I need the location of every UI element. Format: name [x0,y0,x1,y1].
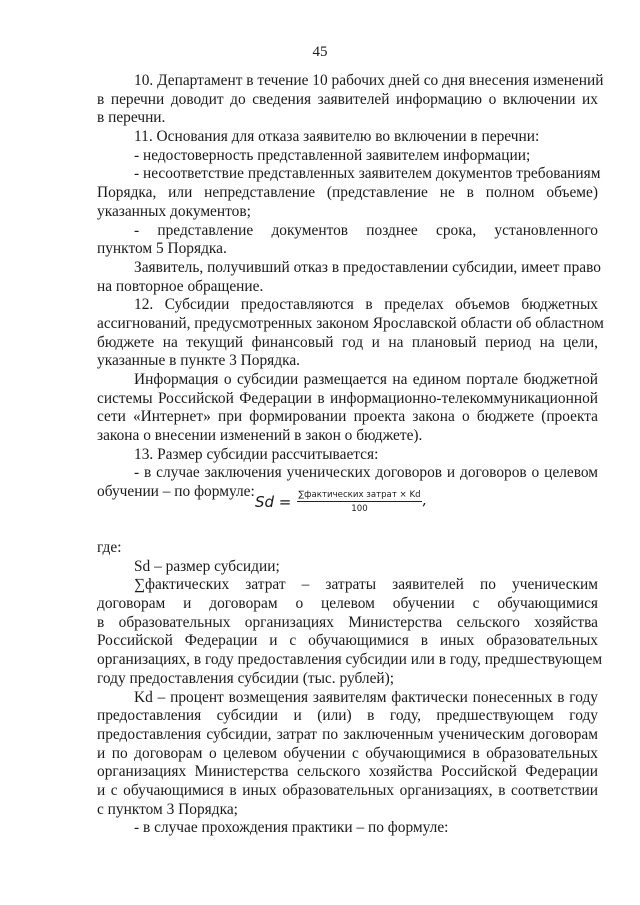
text-line: ассигнований, предусмотренных законом Ярославской области об областном [97,314,604,332]
text-line: организациях Министерства сельского хозяйства Российской Федерации [97,763,598,781]
text-line: с пунктом 3 Порядка; [97,800,238,818]
formula-comma: , [422,493,428,509]
text-line: указанных документов; [97,202,251,220]
text-line: в образовательных организациях Министерства сельского хозяйства [97,613,598,631]
text-line: на повторное обращение. [97,277,264,295]
text-line: указанные в пункте 3 Порядка. [97,352,301,370]
text-line: сети «Интернет» при формировании проекта закона о бюджете (проекта [97,408,598,426]
text-line: организациях, в году предоставления субсидии или в году, предшествующем [97,651,603,669]
text-line: Sd – размер субсидии; [134,557,280,575]
text-line: и с обучающимися в иных образовательных организациях, в соответствии [97,781,598,799]
text-line: где: [97,539,122,556]
text-line: Российской Федерации и с обучающимися в иных образовательных [97,632,598,650]
text-line: в перечни доводит до сведения заявителей информацию о включении их [97,90,598,108]
text-line: Kd – процент возмещения заявителям фактически понесенных в году [134,688,598,706]
text-line: системы Российской Федерации в информационно-телекоммуникационной [97,389,598,407]
text-line: в перечни. [97,109,166,127]
text-line: 10. Департамент в течение 10 рабочих дней со дня внесения изменений [134,72,604,89]
text-block-lower [97,539,603,838]
text-block-upper [97,72,604,502]
text-line: - недостоверность представленной заявителем информации; [134,146,531,164]
text-line: обучении – по формуле: [97,483,255,501]
subsidy-formula [255,490,427,514]
text-line: - несоответствие представленных заявителем документов требованиям [134,165,601,183]
text-line: договорам и договорам о целевом обучении с обучающимися [97,595,598,613]
text-line: - в случае заключения ученических договоров и договоров о целевом [134,464,598,482]
text-line: году предоставления субсидии (тыс. рублей); [97,669,395,687]
text-line: - в случае прохождения практики – по формуле: [134,819,449,837]
text-line: 11. Основания для отказа заявителю во включении в перечни: [134,128,540,146]
formula-numerator: ∑фактических затрат × Kd [298,490,421,500]
page-number: 45 [312,44,328,60]
text-line: 12. Субсидии предоставляются в пределах объемов бюджетных [134,296,598,314]
text-line: 13. Размер субсидии рассчитывается: [134,445,379,463]
formula-denominator: 100 [351,504,368,514]
text-line: - представление документов позднее срока, установленного [134,221,598,239]
text-line: Заявитель, получивший отказ в предоставлении субсидии, имеет право [134,258,601,276]
text-line: бюджете на текущий финансовый год и на плановый период на цели, [97,333,598,351]
formula-fraction [297,490,421,514]
text-line: предоставления субсидии и (или) в году, предшествующем году [97,707,598,725]
text-line: Порядка, или непредставление (представление не в полном объеме) [97,184,598,202]
formula-lhs: Sd = [255,493,292,511]
text-line: закона о внесении изменений в закон о бюджете). [97,427,423,445]
text-line: пунктом 5 Порядка. [97,240,227,258]
text-line: и по договорам о целевом обучении с обучающимися в образовательных [97,744,598,762]
text-line: предоставления субсидии, затрат по заключенным ученическим договорам [97,725,598,743]
text-line: ∑фактических затрат – затраты заявителей по ученическим [134,576,598,594]
text-line: Информация о субсидии размещается на едином портале бюджетной [134,371,598,388]
